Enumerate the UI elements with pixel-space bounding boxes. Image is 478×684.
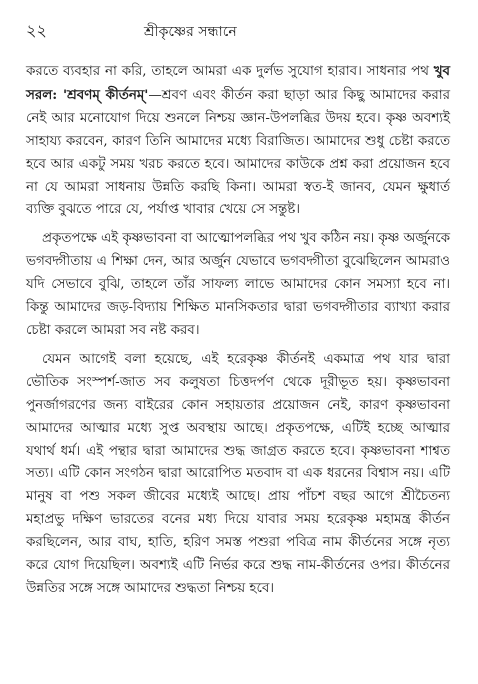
paragraph-1-rest: —শ্রবণ এবং কীর্তন করা ছাড়া আর কিছু আমাদের করার নেই আর মনোযোগ দিয়ে শুনলে নিশ্চয় জ্ঞান-উপলব্ধির উদয় হবে। কৃষ্ণ অবশ্যই সাহায্য করবেন, কারণ তিনি আমাদের মধ্যে বিরাজিত। আমাদের শুধু চেষ্টা করতে হবে আর একটু সময় খরচ করতে হবে। আমাদের কাউকে প্রশ্ন করা প্রয়োজন হবে না যে আমরা সাধনায় উন্নতি করছি কিনা। আমরা স্বত-ই জানব, যেমন ক্ষুধার্ত ব্যক্তি বুঝতে পারে যে, পর্যাপ্ত খাবার খেয়ে সে সন্তুষ্ট। [26, 87, 450, 218]
paragraph-2: প্রকৃতপক্ষে এই কৃষ্ণভাবনা বা আত্মোপলব্ধির পথ খুব কঠিন নয়। কৃষ্ণ অর্জুনকে ভগবদ্গীতায় এ শিক্ষা দেন, আর অর্জুন যেভাবে ভগবদ্গীতা বুঝেছিলেন আমরাও যদি সেভাবে বুঝি, তাহলে তাঁর সাফল্য লাভে আমাদের কোন সমস্যা হবে না। কিন্তু আমাদের জড়-বিদ্যায় শিক্ষিত মানসিকতার দ্বারা ভগবদ্গীতার ব্যাখ্যা করার চেষ্টা করলে আমরা সব নষ্ট করব। [26, 231, 450, 338]
paragraph-1 [26, 60, 450, 222]
page-header [26, 18, 450, 44]
paragraph-3: যেমন আগেই বলা হয়েছে, এই হরেকৃষ্ণ কীর্তনই একমাত্র পথ যার দ্বারা ভৌতিক সংস্পর্শ-জাত সব কলুষতা চিত্তদর্পণ থেকে দূরীভূত হয়। কৃষ্ণভাবনা পুনর্জাগরণের জন্য বাইরের কোন সহায়তার প্রয়োজন নেই, কারণ কৃষ্ণভাবনা আমাদের আত্মার মধ্যে সুপ্ত অবস্থায় আছে। প্রকৃতপক্ষে, এটিই হচ্ছে আত্মার যথার্থ ধর্ম। এই পন্থার দ্বারা আমাদের শুদ্ধ জাগ্রত করতে হবে। কৃষ্ণভাবনা শাশ্বত সত্য। এটি কোন সংগঠন দ্বারা আরোপিত মতবাদ বা এক ধরনের বিশ্বাস নয়। এটি মানুষ বা পশু সকল জীবের মধ্যেই আছে। প্রায় পাঁচশ বছর আগে শ্রীচৈতন্য মহাপ্রভু দক্ষিণ ভারতের বনের মধ্য দিয়ে যাবার সময় হরেকৃষ্ণ মহামন্ত্র কীর্তন করছিলেন, আর বাঘ, হাতি, হরিণ সমস্ত পশুরা পবিত্র নাম কীর্তনের সঙ্গে নৃত্য করে যোগ দিয়েছিল। অবশ্যই এটি নির্ভর করে শুদ্ধ নাম-কীর্তনের ওপর। কীর্তনের উন্নতির সঙ্গে সঙ্গে আমাদের শুদ্ধতা নিশ্চয় হবে। [26, 351, 451, 596]
running-title: শ্রীকৃষ্ণের সন্ধানে [144, 24, 237, 40]
paragraph-1-lead: করতে ব্যবহার না করি, তাহলে আমরা এক দুর্লভ সুযোগ হারাব। সাধনার পথ [26, 64, 434, 79]
paragraph-1-emphasis: খুব সরল: 'শ্রবণম্ কীর্তনম্' [26, 63, 450, 103]
page-number: ২২ [26, 21, 47, 40]
body-text [26, 60, 450, 601]
